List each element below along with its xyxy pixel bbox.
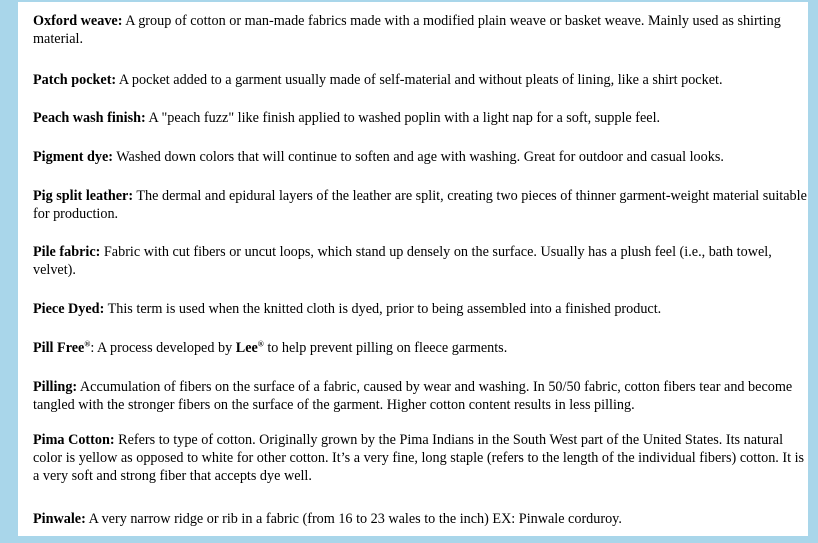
glossary-term: Pima Cotton: <box>33 432 115 448</box>
glossary-entry <box>33 300 808 318</box>
registered-mark: ® <box>257 339 264 349</box>
glossary-definition: A "peach fuzz" like finish applied to washed poplin with a light nap for a soft, supple feel. <box>145 110 661 126</box>
glossary-definition: Accumulation of fibers on the surface of a fabric, caused by wear and washing. In 50/50 fabric, cotton fibers tear and become tangled with the stronger fibers on the surface of the garment. Higher cotton content results in less pilling. <box>33 379 793 413</box>
glossary-definition: Fabric with cut fibers or uncut loops, which stand up densely on the surface. Usually has a plush feel (i.e., bath towel, velvet). <box>33 244 772 278</box>
glossary-term: Oxford weave: <box>33 13 123 29</box>
glossary-term: Pile fabric: <box>33 244 101 260</box>
brand-name: Lee <box>235 340 258 356</box>
glossary-entry <box>33 339 808 357</box>
glossary-entry <box>33 187 808 223</box>
glossary-term: Piece Dyed: <box>33 301 105 317</box>
glossary-definition: Washed down colors that will continue to soften and age with washing. Great for outdoor and casual looks. <box>113 149 724 165</box>
glossary-term: Pinwale: <box>33 511 86 527</box>
glossary-term: Pilling: <box>33 379 78 395</box>
glossary-definition: The dermal and epidural layers of the leather are split, creating two pieces of thinner garment-weight material suitable for production. <box>33 188 807 222</box>
glossary-term: Pigment dye: <box>33 149 113 165</box>
glossary-entry <box>33 243 808 279</box>
glossary-definition: A very narrow ridge or rib in a fabric (from 16 to 23 wales to the inch) EX: Pinwale corduroy. <box>85 511 622 527</box>
glossary-entry <box>33 109 808 127</box>
registered-mark: ® <box>84 339 91 349</box>
glossary-entry <box>33 12 808 48</box>
glossary-entry <box>33 148 808 166</box>
glossary-definition: Refers to type of cotton. Originally grown by the Pima Indians in the South West part of the United States. Its natural color is yellow as opposed to white for other cotton. It’s a very fine, long staple (refers to the length of the individual fibers) cotton. It is a very soft and strong fiber that accepts dye well. <box>33 432 805 484</box>
glossary-term: Pill Free <box>33 340 85 356</box>
glossary-definition: This term is used when the knitted cloth is dyed, prior to being assembled into a finished product. <box>104 301 662 317</box>
glossary-entry <box>33 510 808 528</box>
glossary-definition: : A process developed by <box>90 340 236 356</box>
glossary-term: Peach wash finish: <box>33 110 146 126</box>
glossary-entry <box>33 71 808 89</box>
glossary-definition: to help prevent pilling on fleece garments. <box>263 340 508 356</box>
glossary-definition: A pocket added to a garment usually made of self-material and without pleats of lining, like a shirt pocket. <box>116 72 723 88</box>
glossary-entry <box>33 378 808 414</box>
glossary-entry <box>33 431 808 485</box>
glossary-definition: A group of cotton or man-made fabrics made with a modified plain weave or basket weave. Mainly used as shirting material. <box>33 13 781 47</box>
glossary-term: Pig split leather: <box>33 188 134 204</box>
glossary-term: Patch pocket: <box>33 72 117 88</box>
